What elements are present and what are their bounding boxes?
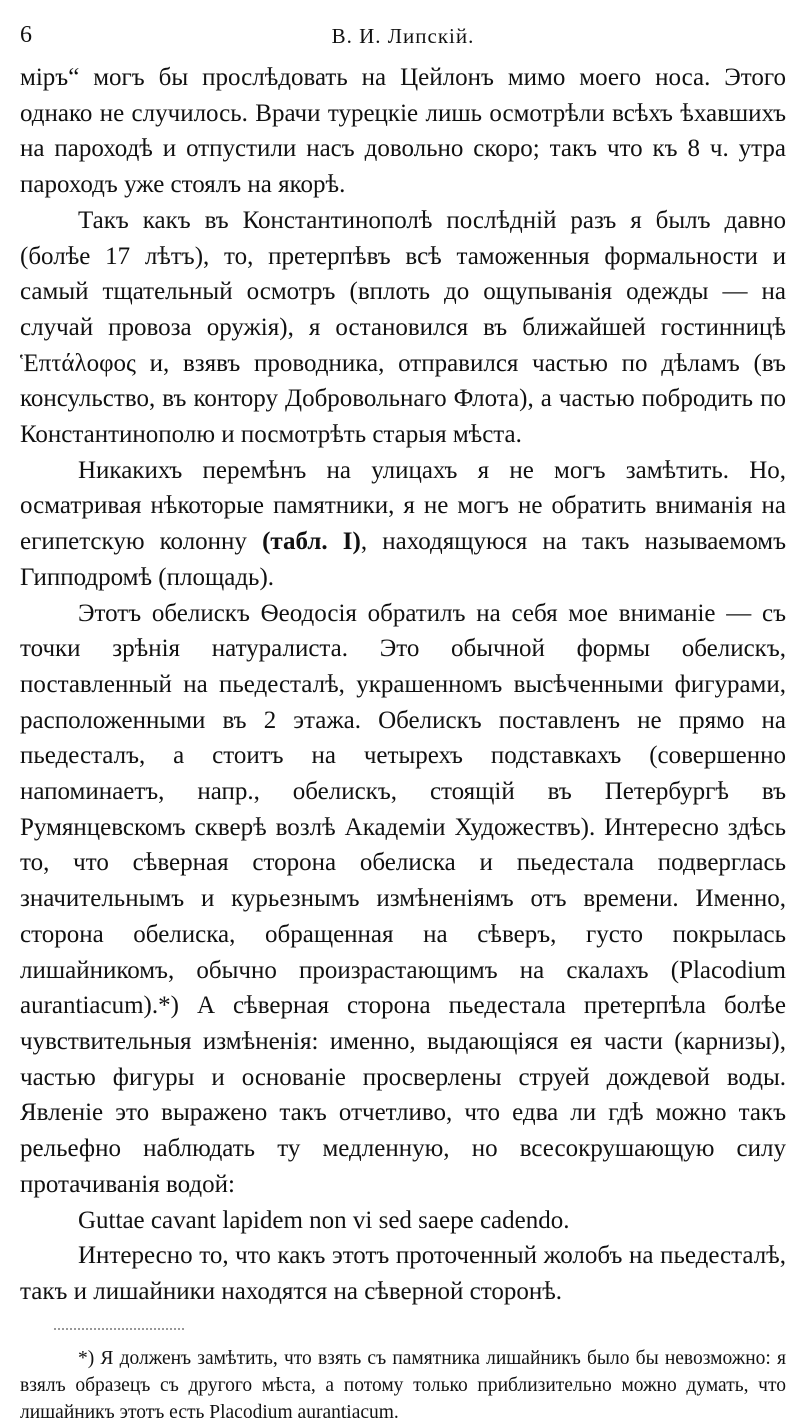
latin-quotation: Guttae cavant lapidem non vi sed saepe cadendo. xyxy=(78,1206,570,1234)
footnote-divider xyxy=(54,1328,184,1331)
footnote xyxy=(20,1345,786,1426)
paragraph-continued: міръ“ могъ бы прослѣдовать на Цейлонъ мимо моего носа. Этого однако не случилось. Врачи турецкіе лишь осмотрѣли всѣхъ ѣхавшихъ на пароходѣ и отпустили насъ довольно скоро; такъ что къ 8 ч. утра пароходъ уже стоялъ на якорѣ. xyxy=(20,64,786,199)
paragraph-north-side: Интересно то, что какъ этотъ проточенный жолобъ на пьедесталѣ, такъ и лишайники находятся на сѣверной сторонѣ. xyxy=(20,1242,786,1305)
paragraph-egyptian-column xyxy=(20,453,786,596)
page-number: 6 xyxy=(20,22,32,48)
paragraph-obelisk: Этотъ обелискъ Ѳеодосія обратилъ на себя мое вниманіе — съ точки зрѣнія натуралиста. Это обычной формы обелискъ, поставленный на пьедесталѣ, украшенномъ высѣченными фигурами, расположенными въ 2 этажа. Обелискъ поставленъ не прямо на пьедесталъ, а стоитъ на четырехъ подставкахъ (совершенно напоминаетъ, напр., обелискъ, стоящій въ Петербургѣ въ Румянцевскомъ скверѣ возлѣ Академіи Художествъ). Интересно здѣсь то, что сѣверная сторона обелиска и пьедестала подверглась значительнымъ и курьезнымъ измѣненіямъ отъ времени. Именно, сторона обелиска, обращенная на сѣверъ, густо покрылась лишайникомъ, обычно произрастающимъ на скалахъ (Placodium aurantiacum).*) А сѣверная сторона пьедестала претерпѣла болѣе чувствительныя измѣненія: именно, выдающіяся ея части (карнизы), частью фигуры и основаніе просверлены струей дождевой воды. Явленіе это выражено такъ отчетливо, что едва ли гдѣ можно такъ рельефно наблюдать ту медленную, но всесокрушающую силу протачиванія водой: xyxy=(20,599,786,1198)
paragraph-constantinople: Такъ какъ въ Константинополѣ послѣдній разъ я былъ давно (болѣе 17 лѣтъ), то, претерпѣвъ всѣ таможенныя формальности и самый тщательный осмотръ (вплоть до ощупыванія одежды — на случай провоза оружія), я остановился въ ближайшей гостинницѣ Ἑπτάλοφος и, взявъ проводника, отправился частью по дѣламъ (въ консульство, въ контору Добровольнаго Флота), а частью побродить по Константинополю и посмотрѣть старыя мѣста. xyxy=(20,206,786,449)
paragraph-text: Никакихъ перемѣнъ на улицахъ я не могъ замѣтить. Но, осматривая нѣкоторые памятники, я не могъ не обратить вниманія на египетскую колонну xyxy=(20,456,786,556)
paragraph-text: , находящуюся на такъ называемомъ Гипподромѣ (площадь). xyxy=(20,528,786,591)
footnote-text: *) Я долженъ замѣтить, что взять съ памятника лишайникъ было бы невозможно: я взялъ образецъ съ другого мѣста, а потому только приблизительно можно думать, что лишайникъ этотъ есть Placodium aurantiacum. xyxy=(20,1347,786,1423)
page-header xyxy=(20,18,786,60)
running-head: В. И. Липскій. xyxy=(331,24,475,48)
plate-reference: (табл. I) xyxy=(262,528,361,556)
body-text xyxy=(20,60,786,1310)
